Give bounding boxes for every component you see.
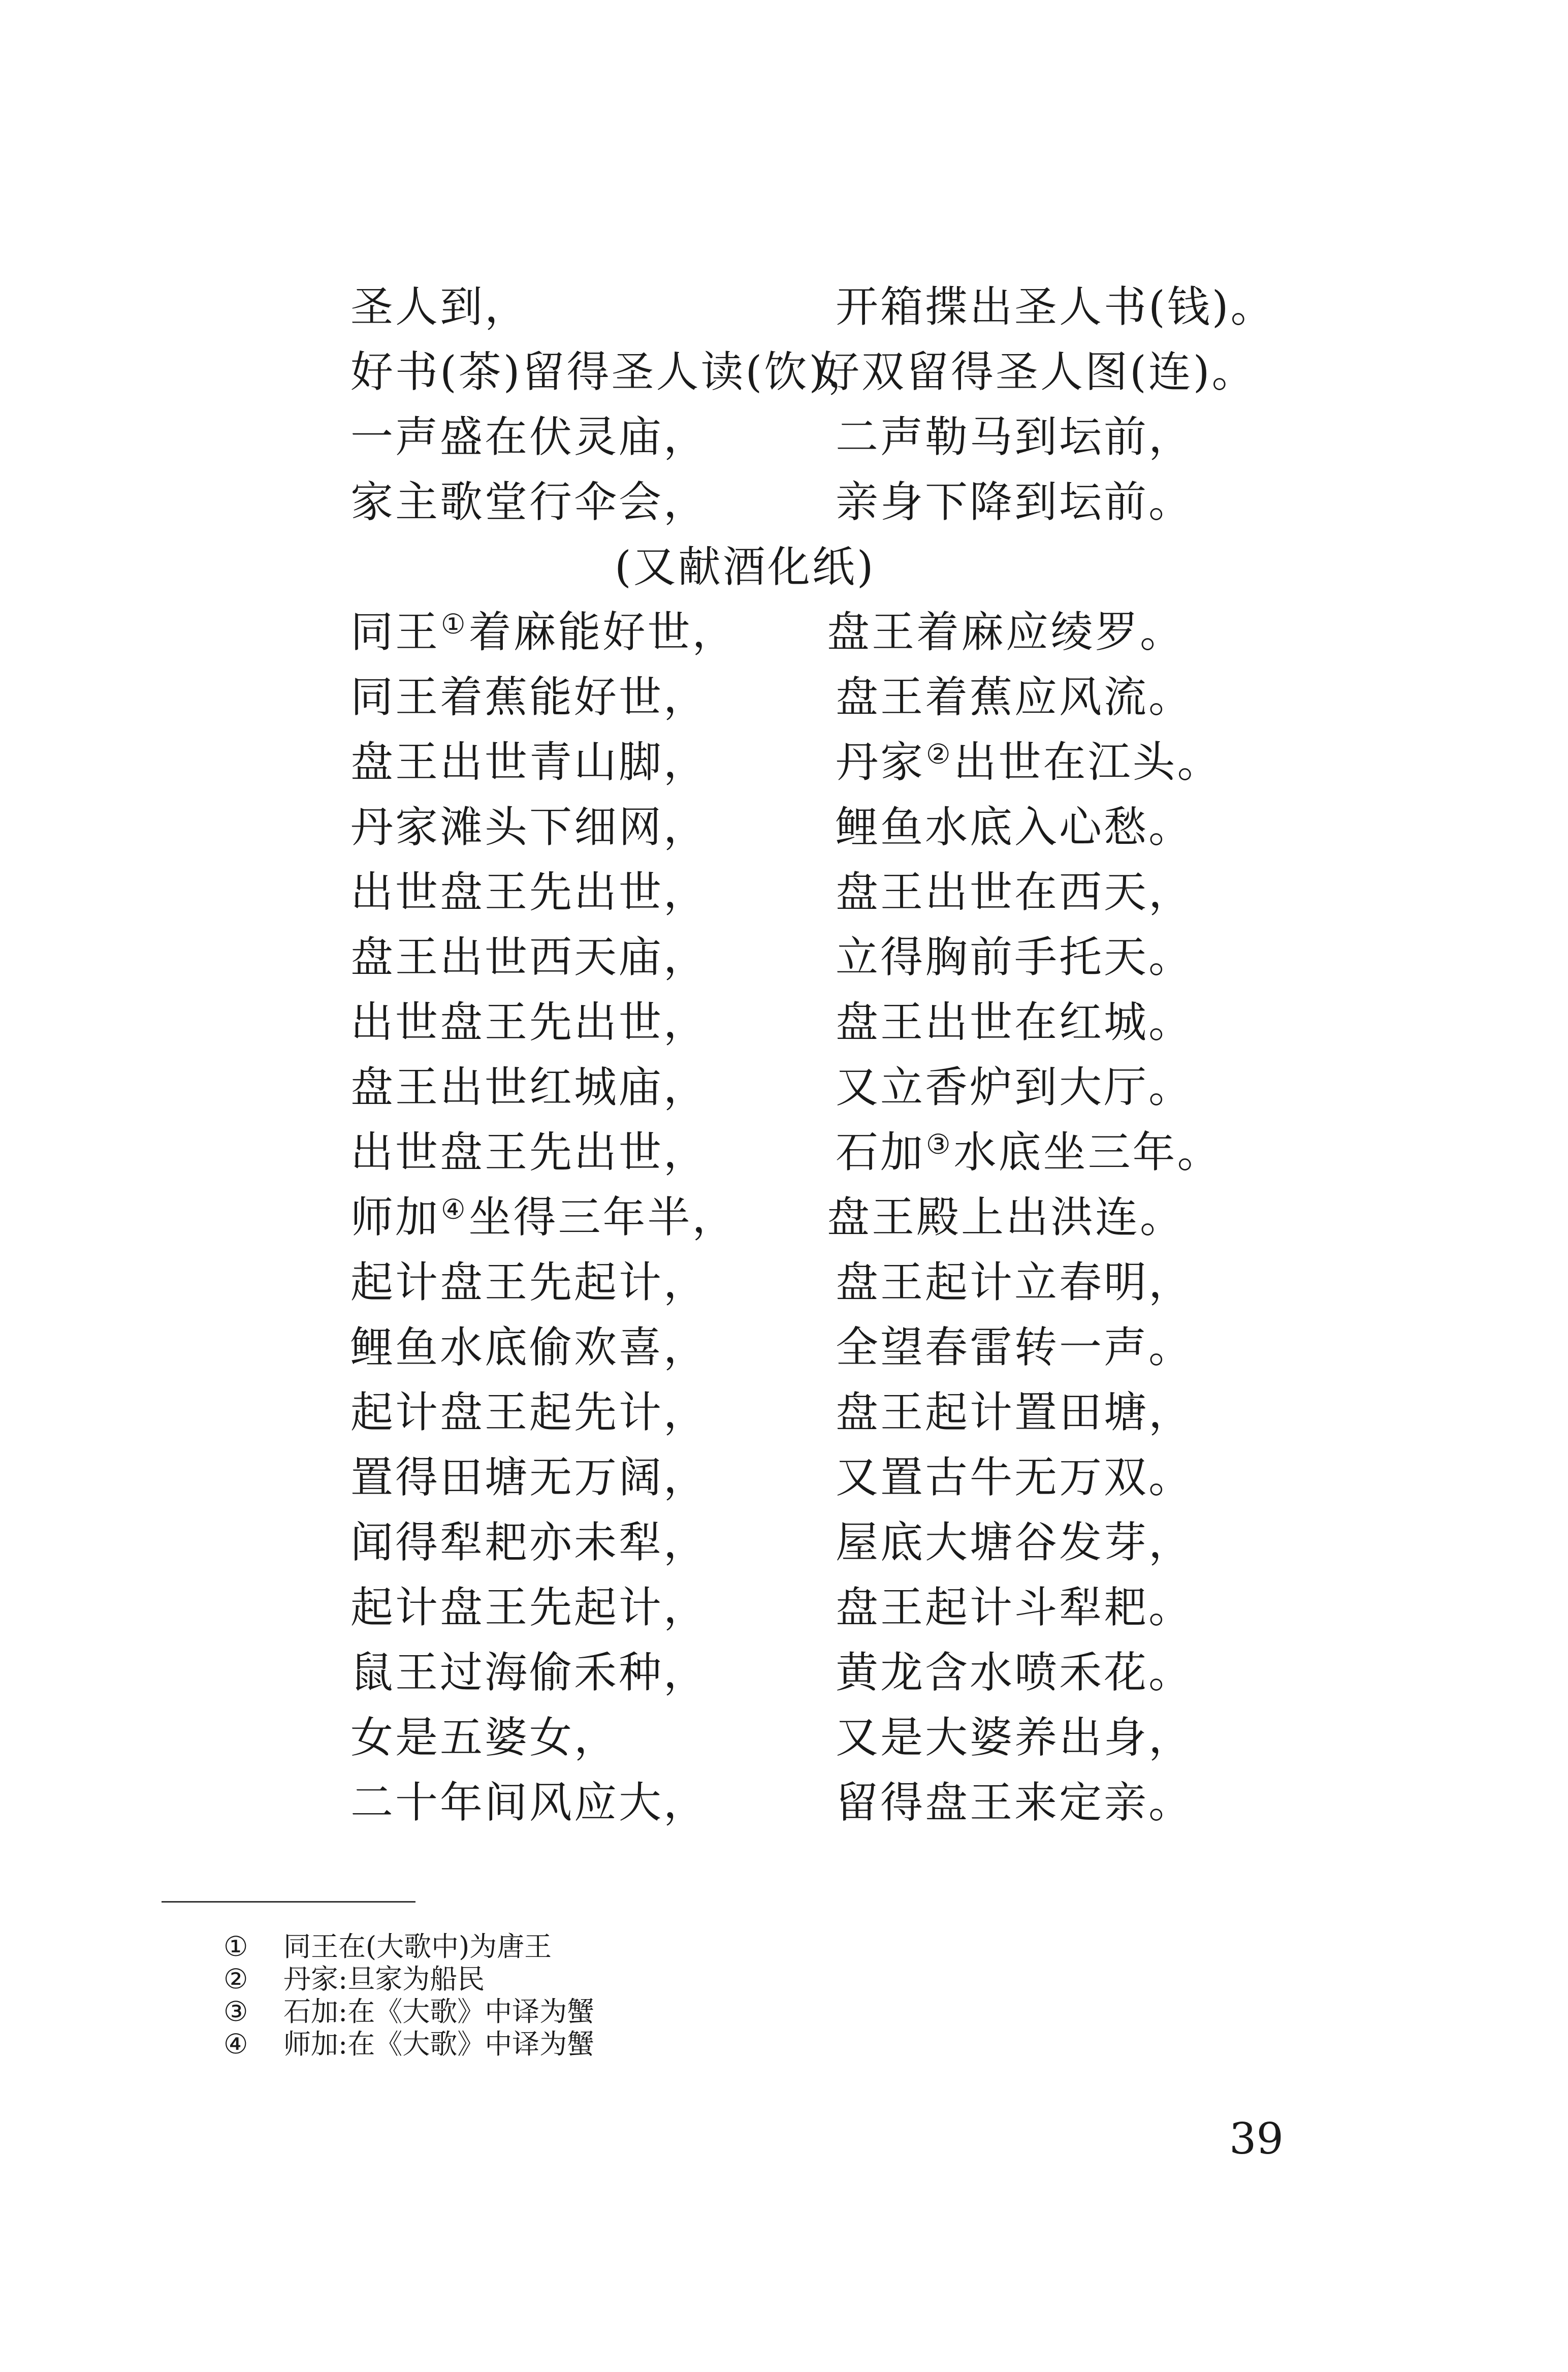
verse-left-part: 师加 [350, 1192, 440, 1242]
verse-line [350, 274, 1366, 339]
verse-line [350, 1380, 1366, 1445]
verse-line [350, 1055, 1366, 1120]
verse-right: 黄龙含水喷禾花。 [836, 1648, 1194, 1697]
verse-left: 盘王出世红城庙， [350, 1062, 709, 1112]
verse-right: 留得盘王来定亲。 [836, 1778, 1194, 1827]
verse-right: 全望春雷转一声。 [836, 1322, 1194, 1372]
verse-line [350, 1315, 1366, 1380]
verse-right: 盘王起计立春明， [836, 1257, 1194, 1307]
verse-left: 起计盘王起先计， [350, 1387, 709, 1437]
verse-left: 起计盘王先起计， [350, 1257, 709, 1307]
verse-line [350, 1770, 1366, 1835]
footnote-mark: ① [223, 1931, 248, 1963]
verse-right: 盘王着蕉应风流。 [836, 672, 1194, 722]
verse-line [350, 1445, 1366, 1510]
verse-left: 家主歌堂行伞会， [350, 477, 709, 527]
verse-right: 盘王起计置田塘， [836, 1387, 1194, 1437]
verse-right: 又置古牛无万双。 [836, 1452, 1194, 1502]
footnote-ref-4: ④ [441, 1193, 468, 1225]
verse-line [350, 665, 1366, 730]
verse-line [350, 860, 1366, 925]
verse-line [350, 1705, 1366, 1770]
verse-right: 好双留得圣人图(连)。 [817, 347, 1257, 397]
verse-left-part: 同王 [350, 607, 440, 657]
verse-right-part: 出世在江头。 [953, 737, 1222, 787]
verse-left: 盘王出世青山脚， [350, 737, 709, 787]
footnote-mark: ④ [223, 2028, 248, 2060]
verse-line [350, 469, 1366, 534]
verse-right-part: 水底坐三年。 [953, 1127, 1222, 1177]
verse-line [350, 1185, 1366, 1250]
footnote-text: 丹家:旦家为船民 [283, 1963, 485, 1995]
verse-left: 二十年间风应大， [350, 1778, 709, 1827]
verse-right: 又是大婆养出身， [836, 1713, 1194, 1762]
verse-left [350, 599, 737, 665]
verse-line [350, 1575, 1366, 1640]
verse-left: 闻得犁耙亦未犁， [350, 1517, 709, 1567]
verse-right [836, 1120, 1222, 1185]
verse-right [836, 730, 1222, 795]
verse-right: 立得胸前手托天。 [836, 932, 1194, 982]
section-heading: (又献酒化纸) [615, 542, 876, 592]
verse-left: 同王着蕉能好世， [350, 672, 709, 722]
verse-right: 盘王出世在红城。 [836, 997, 1194, 1047]
verse-line [350, 599, 1366, 665]
verse-line [350, 1120, 1366, 1185]
verse-left: 出世盘王先出世， [350, 1127, 709, 1177]
verse-right: 又立香炉到大厅。 [836, 1062, 1194, 1112]
verse-left: 起计盘王先起计， [350, 1583, 709, 1632]
verse-left: 好书(茶)留得圣人读(饮)， [350, 347, 873, 397]
footnote-ref-2: ② [926, 738, 953, 770]
verse-right: 鲤鱼水底入心愁。 [836, 802, 1194, 852]
verse-line [350, 730, 1366, 795]
verse-left: 圣人到， [350, 282, 530, 332]
verse-line [350, 1510, 1366, 1575]
verse-right: 盘王起计斗犁耙。 [836, 1583, 1194, 1632]
verse-line [350, 925, 1366, 990]
verse-left [350, 1185, 737, 1250]
verse-left: 鼠王过海偷禾种， [350, 1648, 709, 1697]
footnote-ref-3: ③ [926, 1128, 953, 1160]
verse-right-part: 丹家 [836, 737, 925, 787]
verse-left-part: 着麻能好世， [468, 607, 737, 657]
verse-left: 盘王出世西天庙， [350, 932, 709, 982]
footnote-mark: ② [223, 1963, 248, 1995]
verse-line [350, 1640, 1366, 1705]
verse-block [350, 274, 1366, 1835]
verse-left: 鲤鱼水底偷欢喜， [350, 1322, 709, 1372]
verse-line [350, 795, 1366, 860]
verse-right: 盘王着麻应绫罗。 [827, 607, 1185, 657]
verse-left: 出世盘王先出世， [350, 997, 709, 1047]
verse-right: 开箱揲出圣人书(钱)。 [836, 282, 1275, 332]
verse-line [350, 990, 1366, 1055]
footnote-text: 石加:在《大歌》中译为蟹 [283, 1996, 595, 2028]
verse-left-part: 坐得三年半， [468, 1192, 737, 1242]
verse-right: 二声勒马到坛前， [836, 412, 1194, 462]
verse-right-part: 石加 [836, 1127, 925, 1177]
footnote-text: 师加:在《大歌》中译为蟹 [283, 2028, 595, 2060]
page-number: 39 [1229, 2114, 1284, 2164]
verse-left: 出世盘王先出世， [350, 867, 709, 917]
verse-left: 丹家滩头下细网， [350, 802, 709, 852]
verse-right: 屋底大塘谷发芽， [836, 1517, 1194, 1567]
verse-left: 一声盛在伏灵庙， [350, 412, 709, 462]
verse-left: 女是五婆女， [350, 1713, 619, 1762]
verse-right: 盘王出世在西天， [836, 867, 1194, 917]
footnote-ref-1: ① [441, 608, 468, 640]
footnote-text: 同王在(大歌中)为唐王 [283, 1931, 552, 1963]
footnote-mark: ③ [223, 1996, 248, 2028]
footnote-divider [162, 1901, 415, 1903]
verse-line [350, 404, 1366, 469]
verse-right: 盘王殿上出洪连。 [827, 1192, 1185, 1242]
verse-line [350, 339, 1366, 404]
verse-line [350, 1250, 1366, 1315]
verse-left: 置得田塘无万阔， [350, 1452, 709, 1502]
verse-right: 亲身下降到坛前。 [836, 477, 1194, 527]
